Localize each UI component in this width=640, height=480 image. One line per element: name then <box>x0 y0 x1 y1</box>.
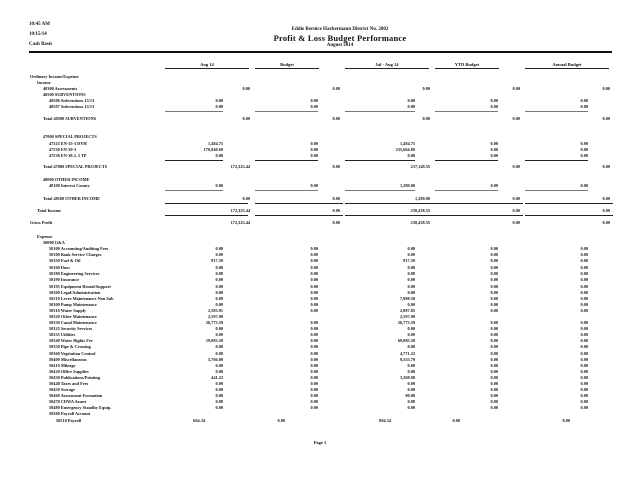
row-label: 50340 Water Rights Fee <box>49 338 93 343</box>
cell-value: 0.00 <box>215 381 223 386</box>
report-title: Profit & Loss Budget Performance <box>273 33 407 43</box>
cell-value: 1,484.75 <box>399 141 415 146</box>
subtotal-rule <box>345 215 440 216</box>
cell-value: 0.00 <box>407 332 415 337</box>
cell-value: 1,484.75 <box>207 141 223 146</box>
cell-value: 0.00 <box>490 326 498 331</box>
row-label: 48000 OTHER INCOME <box>43 177 90 182</box>
cell-value: 0.00 <box>215 265 223 270</box>
cell-value: 2,597.00 <box>207 314 223 319</box>
subtotal-rule <box>525 111 588 112</box>
cell-value: 172,325.44 <box>230 164 250 169</box>
row-label: 50150 Fuel & Oil <box>49 258 81 263</box>
cell-value: 0.00 <box>407 344 415 349</box>
cell-value: 0.00 <box>310 369 318 374</box>
cell-value: 0.00 <box>490 320 498 325</box>
cell-value: 1,289.00 <box>414 196 430 201</box>
cell-value: 0.00 <box>242 196 250 201</box>
row-label: 50160 Dues <box>49 265 70 270</box>
row-label: 50190 Insurance <box>49 277 80 282</box>
row-label: Gross Profit <box>30 220 53 225</box>
cell-value: 0.00 <box>490 338 498 343</box>
row-label: 50470 CDWA Assmt <box>49 399 87 404</box>
cell-value: 0.00 <box>310 387 318 392</box>
cell-value: 0.00 <box>407 98 415 103</box>
company-name: Eddie Bernice Harbermann District No. 2002 <box>291 27 389 32</box>
cell-value: 172,325.44 <box>230 208 250 213</box>
cell-value: 0.00 <box>407 290 415 295</box>
subtotal-rule <box>165 111 223 112</box>
cell-value: 0.00 <box>580 277 588 282</box>
cell-value: 0.00 <box>580 387 588 392</box>
cell-value: 0.00 <box>215 369 223 374</box>
cell-value: 0.00 <box>580 332 588 337</box>
cell-value: 0.00 <box>422 116 430 121</box>
cell-value: 0.00 <box>490 147 498 152</box>
cell-value: 0.00 <box>490 375 498 380</box>
cell-value: 0.00 <box>490 153 498 158</box>
cell-value: 0.00 <box>490 308 498 313</box>
cell-value: 0.00 <box>490 363 498 368</box>
row-label: 47530 EN-39-3 <box>49 147 77 152</box>
cell-value: 0.00 <box>490 302 498 307</box>
cell-value: 0.00 <box>580 351 588 356</box>
cell-value: 0.00 <box>215 399 223 404</box>
cell-value: 0.00 <box>422 86 430 91</box>
cell-value: 0.00 <box>580 399 588 404</box>
table-row <box>0 220 640 226</box>
cell-value: 0.00 <box>310 381 318 386</box>
subtotal-rule <box>345 203 440 204</box>
cell-value: 0.00 <box>310 147 318 152</box>
cell-value: 0.00 <box>242 86 250 91</box>
cell-value: 0.00 <box>580 326 588 331</box>
table-row <box>0 208 640 214</box>
cell-value: 0.00 <box>490 271 498 276</box>
cell-value: 0.00 <box>215 284 223 289</box>
cell-value: 19,083.58 <box>205 338 223 343</box>
row-label: 50325 Security Services <box>49 326 93 331</box>
cell-value: 0.00 <box>490 357 498 362</box>
cell-value: 170,840.69 <box>203 147 223 152</box>
cell-value: 0.00 <box>215 104 223 109</box>
subtotal-rule <box>345 190 415 191</box>
column-header-budget: Budget <box>255 62 319 69</box>
cell-value: 4,771.22 <box>399 351 415 356</box>
report-basis: Cash Basis <box>29 42 53 47</box>
subtotal-rule <box>525 190 588 191</box>
cell-value: 238,438.55 <box>410 220 430 225</box>
row-label: 50450 Storage <box>49 387 75 392</box>
cell-value: 0.00 <box>490 332 498 337</box>
cell-value: 0.00 <box>332 116 340 121</box>
row-label: 50510 Payroll <box>56 418 82 423</box>
cell-value: 0.00 <box>310 357 318 362</box>
cell-value: 0.00 <box>602 196 610 201</box>
subtotal-rule <box>165 160 223 161</box>
cell-value: 0.00 <box>332 208 340 213</box>
report-date: 10/15/14 <box>29 32 47 37</box>
row-label: 50100 Bank Service Charges <box>49 252 102 257</box>
cell-value: 0.00 <box>490 351 498 356</box>
cell-value: 0.00 <box>602 220 610 225</box>
cell-value: 0.00 <box>407 104 415 109</box>
cell-value: 0.00 <box>407 277 415 282</box>
cell-value: 0.00 <box>310 302 318 307</box>
cell-value: 0.00 <box>310 363 318 368</box>
cell-value: 0.00 <box>490 265 498 270</box>
cell-value: 0.00 <box>215 326 223 331</box>
row-label: 50310 Water Supply <box>49 308 87 313</box>
cell-value: 0.00 <box>512 116 520 121</box>
cell-value: 0.00 <box>215 405 223 410</box>
row-label: 40500 SUBVENTIONS <box>43 92 86 97</box>
cell-value: 0.00 <box>490 369 498 374</box>
table-row <box>0 153 640 159</box>
cell-value: 0.00 <box>490 284 498 289</box>
cell-value: 0.00 <box>580 183 588 188</box>
section-header-row <box>0 411 640 417</box>
cell-value: 0.00 <box>602 86 610 91</box>
cell-value: 0.00 <box>580 104 588 109</box>
cell-value: 235,664.80 <box>395 147 415 152</box>
cell-value: 0.00 <box>215 363 223 368</box>
cell-value: 0.00 <box>310 405 318 410</box>
cell-value: 26,773.59 <box>205 320 223 325</box>
cell-value: 0.00 <box>490 393 498 398</box>
cell-value: 0.00 <box>407 153 415 158</box>
row-label: 50430 Publications/Printing <box>49 375 100 380</box>
cell-value: 0.00 <box>215 183 223 188</box>
cell-value: 2,583.91 <box>207 308 223 313</box>
cell-value: 0.00 <box>215 277 223 282</box>
cell-value: 0.00 <box>490 405 498 410</box>
cell-value: 0.00 <box>407 265 415 270</box>
row-label: 40300 Assessments <box>43 86 78 91</box>
subtotal-rule <box>525 160 588 161</box>
cell-value: 0.00 <box>407 387 415 392</box>
cell-value: 0.00 <box>215 302 223 307</box>
cell-value: 7,998.50 <box>399 296 415 301</box>
row-label: 50210 Levee Maintenance Non Sub <box>49 296 114 301</box>
row-label: 50420 Office Supplies <box>49 369 89 374</box>
cell-value: 664.34 <box>193 418 205 423</box>
cell-value: 172,325.44 <box>230 220 250 225</box>
cell-value: 817.50 <box>211 258 223 263</box>
cell-value: 0.00 <box>310 393 318 398</box>
table-row <box>0 258 640 264</box>
cell-value: 0.00 <box>310 284 318 289</box>
cell-value: 0.00 <box>512 220 520 225</box>
row-label: 47000 SPECIAL PROJECTS <box>43 134 97 139</box>
cell-value: 0.00 <box>332 86 340 91</box>
row-label: Total 48100 OTHER INCOME <box>43 196 101 201</box>
cell-value: 0.00 <box>215 387 223 392</box>
row-label: 40506 Subventions 13/13 <box>49 98 95 103</box>
cell-value: 0.00 <box>580 271 588 276</box>
row-label: 48100 Interest County <box>49 183 90 188</box>
cell-value: 0.00 <box>580 363 588 368</box>
subtotal-rule <box>435 111 498 112</box>
cell-value: 0.00 <box>512 164 520 169</box>
table-row <box>0 277 640 283</box>
cell-value: 0.00 <box>310 290 318 295</box>
subtotal-rule <box>165 203 248 204</box>
cell-value: 0.00 <box>407 302 415 307</box>
row-label: 50000 G&A <box>43 240 65 245</box>
cell-value: 0.00 <box>512 196 520 201</box>
row-label: Total 47000 SPECIAL PROJECTS <box>43 164 108 169</box>
row-label: 50400 Miscellaneous <box>49 357 87 362</box>
row-label: 40507 Subventions 13/13 <box>49 104 95 109</box>
subtotal-rule <box>435 160 498 161</box>
cell-value: 804.34 <box>379 418 391 423</box>
row-label: 50500 Payroll Account <box>49 411 91 416</box>
cell-value: 0.00 <box>490 290 498 295</box>
cell-value: 0.00 <box>310 296 318 301</box>
cell-value: 0.00 <box>580 258 588 263</box>
cell-value: 0.00 <box>215 351 223 356</box>
cell-value: 0.00 <box>277 418 285 423</box>
cell-value: 0.00 <box>310 375 318 380</box>
cell-value: 0.00 <box>310 153 318 158</box>
row-label: 50330 Canal Maintenance <box>49 320 97 325</box>
column-header-jul-aug14: Jul - Aug 14 <box>345 62 429 69</box>
cell-value: 0.00 <box>490 277 498 282</box>
cell-value: 0.00 <box>215 98 223 103</box>
row-label: 50360 Vegetation Control <box>49 351 96 356</box>
cell-value: 0.00 <box>580 141 588 146</box>
cell-value: 0.00 <box>580 302 588 307</box>
row-label: 50480 Emergency Standby Equip. <box>49 405 112 410</box>
row-label: 50100 Accounting/Auditing Fees <box>49 246 109 251</box>
row-label: Income <box>37 80 51 85</box>
row-label: 50195 Equipment Rental/Support <box>49 284 111 289</box>
cell-value: 237,149.55 <box>410 164 430 169</box>
cell-value: 0.00 <box>407 369 415 374</box>
cell-value: 0.00 <box>580 265 588 270</box>
cell-value: 0.00 <box>580 375 588 380</box>
cell-value: 0.00 <box>490 381 498 386</box>
row-label: 50440 Taxes and Fees <box>49 381 89 386</box>
cell-value: 0.00 <box>490 104 498 109</box>
table-row <box>0 418 640 424</box>
cell-value: 0.00 <box>490 246 498 251</box>
table-row <box>0 164 640 170</box>
cell-value: 0.00 <box>580 381 588 386</box>
subtotal-rule <box>255 203 343 204</box>
cell-value: 26,773.59 <box>397 320 415 325</box>
cell-value: 0.00 <box>490 141 498 146</box>
row-label: Total 40500 SUBVENTIONS <box>43 116 97 121</box>
subtotal-rule <box>255 160 318 161</box>
cell-value: 80.00 <box>405 393 415 398</box>
section-header-row <box>0 134 640 140</box>
row-label: 47538 EN-38.3, 5 TP <box>49 153 87 158</box>
cell-value: 0.00 <box>332 220 340 225</box>
subtotal-rule <box>525 215 613 216</box>
row-label: 50460 Assessment Formation <box>49 393 103 398</box>
report-period: August 2014 <box>326 43 354 48</box>
table-row <box>0 183 640 189</box>
cell-value: 0.00 <box>215 246 223 251</box>
cell-value: 0.00 <box>407 284 415 289</box>
cell-value: 0.00 <box>242 116 250 121</box>
cell-value: 0.00 <box>407 405 415 410</box>
row-label: 47525 EN-35-3 DYH <box>49 141 87 146</box>
cell-value: 0.00 <box>580 369 588 374</box>
cell-value: 0.00 <box>407 381 415 386</box>
row-label: Expense <box>37 234 53 239</box>
cell-value: 0.00 <box>215 393 223 398</box>
cell-value: 0.00 <box>490 399 498 404</box>
row-label: 50410 Mileage <box>49 363 76 368</box>
cell-value: 0.00 <box>602 208 610 213</box>
cell-value: 2,087.85 <box>399 308 415 313</box>
cell-value: 0.00 <box>310 332 318 337</box>
cell-value: 0.00 <box>215 344 223 349</box>
row-label: 50320 Other Maintenance <box>49 314 97 319</box>
cell-value: 0.00 <box>580 246 588 251</box>
cell-value: 0.00 <box>580 338 588 343</box>
column-header-annual-budget: Annual Budget <box>525 62 609 69</box>
subtotal-rule <box>255 190 318 191</box>
cell-value: 0.00 <box>580 405 588 410</box>
row-label: 50335 Utilities <box>49 332 76 337</box>
cell-value: 0.00 <box>407 363 415 368</box>
cell-value: 0.00 <box>490 344 498 349</box>
row-label: Ordinary Income/Expense <box>30 74 79 79</box>
cell-value: 0.00 <box>310 183 318 188</box>
row-label: 50200 Legal/Administration <box>49 290 101 295</box>
subtotal-rule <box>345 111 415 112</box>
cell-value: 0.00 <box>580 357 588 362</box>
cell-value: 0.00 <box>310 399 318 404</box>
cell-value: 0.00 <box>407 271 415 276</box>
cell-value: 0.00 <box>310 277 318 282</box>
row-label: Total Income <box>37 208 62 213</box>
cell-value: 0.00 <box>452 418 460 423</box>
cell-value: 0.00 <box>215 252 223 257</box>
cell-value: 0.00 <box>602 164 610 169</box>
subtotal-rule <box>165 215 248 216</box>
cell-value: 0.00 <box>407 326 415 331</box>
cell-value: 69,085.58 <box>397 338 415 343</box>
cell-value: 0.00 <box>490 387 498 392</box>
cell-value: 5,766.00 <box>207 357 223 362</box>
cell-value: 0.00 <box>580 308 588 313</box>
table-row <box>0 196 640 202</box>
table-row <box>0 344 640 350</box>
cell-value: 0.00 <box>310 98 318 103</box>
cell-value: 817.50 <box>403 258 415 263</box>
subtotal-rule <box>165 190 223 191</box>
cell-value: 0.00 <box>310 351 318 356</box>
cell-value: 0.00 <box>580 290 588 295</box>
cell-value: 0.00 <box>310 326 318 331</box>
subtotal-rule <box>435 203 523 204</box>
cell-value: 0.00 <box>580 98 588 103</box>
row-label: 50180 Engineering Services <box>49 271 100 276</box>
table-row <box>0 116 640 122</box>
cell-value: 0.00 <box>310 271 318 276</box>
cell-value: 2,597.00 <box>399 314 415 319</box>
cell-value: 0.00 <box>310 308 318 313</box>
cell-value: 0.00 <box>310 141 318 146</box>
cell-value: 0.00 <box>332 164 340 169</box>
cell-value: 0.00 <box>215 296 223 301</box>
column-header-aug14: Aug 14 <box>165 62 249 69</box>
cell-value: 0.00 <box>580 153 588 158</box>
cell-value: 0.00 <box>580 344 588 349</box>
cell-value: 0.00 <box>215 271 223 276</box>
cell-value: 0.00 <box>580 393 588 398</box>
cell-value: 0.00 <box>490 258 498 263</box>
cell-value: 0.00 <box>407 246 415 251</box>
cell-value: 0.00 <box>332 196 340 201</box>
cell-value: 0.00 <box>310 338 318 343</box>
table-row <box>0 104 640 110</box>
row-label: 50350 Pipe & Crossing <box>49 344 91 349</box>
cell-value: 0.00 <box>310 104 318 109</box>
cell-value: 0.00 <box>580 320 588 325</box>
page-number: Page 1 <box>313 440 327 445</box>
cell-value: 0.00 <box>407 399 415 404</box>
subtotal-rule <box>435 190 498 191</box>
cell-value: 0.00 <box>310 246 318 251</box>
cell-value: 0.00 <box>310 320 318 325</box>
subtotal-rule <box>255 111 318 112</box>
cell-value: 0.00 <box>512 208 520 213</box>
cell-value: 0.00 <box>490 296 498 301</box>
cell-value: 0.00 <box>310 258 318 263</box>
cell-value: 0.00 <box>580 147 588 152</box>
cell-value: 0.00 <box>310 344 318 349</box>
cell-value: 0.00 <box>490 98 498 103</box>
cell-value: 0.00 <box>407 252 415 257</box>
cell-value: 9,555.70 <box>399 357 415 362</box>
cell-value: 0.00 <box>490 183 498 188</box>
cell-value: 3,268.00 <box>399 375 415 380</box>
cell-value: 441.22 <box>211 375 223 380</box>
cell-value: 0.00 <box>580 284 588 289</box>
report-time: 10:45 AM <box>29 22 50 27</box>
subtotal-rule <box>255 215 343 216</box>
cell-value: 0.00 <box>490 252 498 257</box>
header-rule <box>29 51 612 53</box>
cell-value: 238,438.55 <box>410 208 430 213</box>
cell-value: 0.00 <box>602 116 610 121</box>
row-label: 50300 Pump Maintenance <box>49 302 97 307</box>
subtotal-rule <box>345 160 415 161</box>
cell-value: 1,289.00 <box>399 183 415 188</box>
subtotal-rule <box>525 203 613 204</box>
cell-value: 0.00 <box>512 86 520 91</box>
cell-value: 0.00 <box>215 290 223 295</box>
cell-value: 0.00 <box>310 252 318 257</box>
cell-value: 0.00 <box>580 296 588 301</box>
cell-value: 0.00 <box>310 265 318 270</box>
column-header-ytd-budget: YTD Budget <box>435 62 499 69</box>
cell-value: 0.00 <box>215 332 223 337</box>
cell-value: 0.00 <box>562 418 570 423</box>
subtotal-rule <box>435 215 523 216</box>
cell-value: 0.00 <box>580 252 588 257</box>
cell-value: 0.00 <box>215 153 223 158</box>
